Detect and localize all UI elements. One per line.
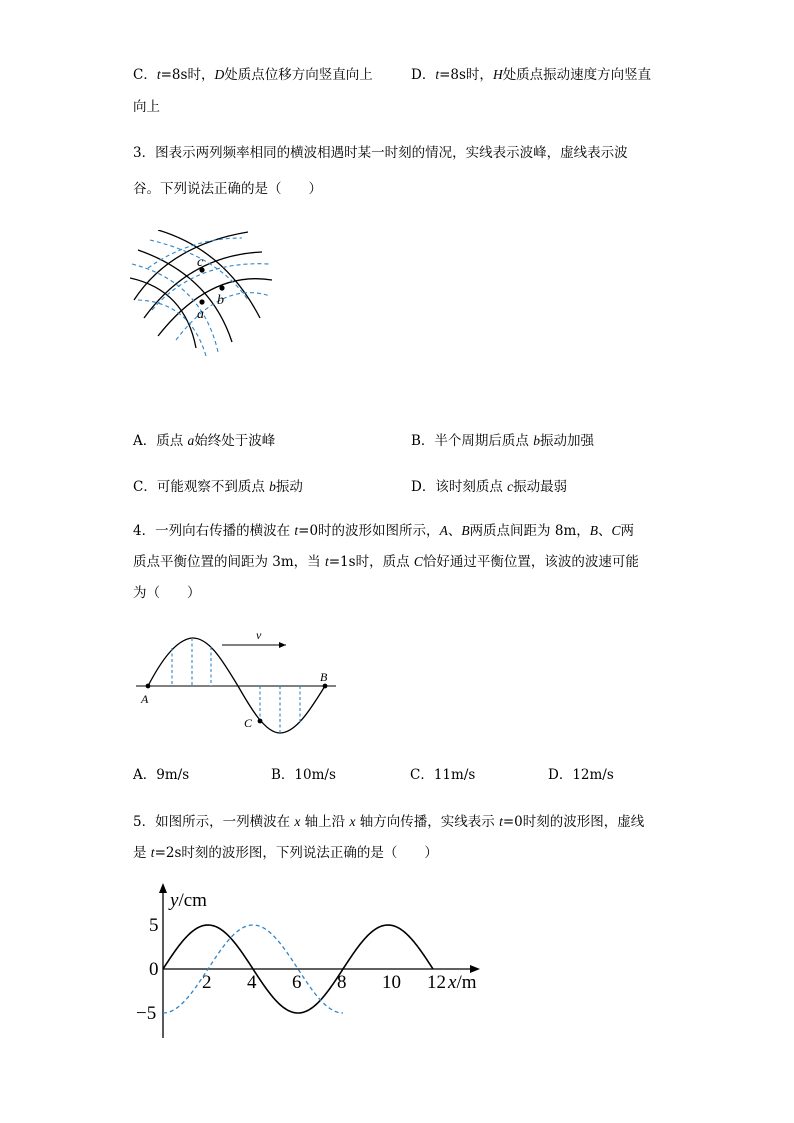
q3-option-a[interactable] (133, 432, 275, 450)
option-text: 10m/s (294, 767, 336, 783)
option-letter: D． (411, 67, 436, 83)
option-letter: C． (133, 479, 157, 495)
crest-arc (158, 230, 260, 318)
option-text: 9m/s (156, 767, 190, 783)
var-c: c (507, 479, 514, 494)
q3-option-b[interactable] (411, 432, 594, 450)
q4-option-c[interactable] (410, 766, 475, 784)
option-text: 振动加强 (539, 433, 594, 449)
q2-option-d[interactable] (411, 66, 651, 84)
q4-stem-line1 (133, 522, 634, 540)
var-t: t (294, 523, 299, 538)
label-A: A (141, 692, 149, 706)
q4-stem-line3: 为（ ） (133, 585, 201, 601)
text: =0时的波形如图所示， (298, 523, 440, 539)
label-C: C (244, 716, 253, 730)
label-a: a (197, 307, 204, 322)
x-axis-label (447, 972, 477, 993)
point-C-dot (258, 719, 263, 724)
option-text: 处质点振动速度方向竖直 (502, 67, 652, 83)
q4-wave-figure (130, 625, 345, 740)
option-text: 12m/s (572, 767, 614, 783)
var-t: t (499, 814, 503, 829)
option-text: 半个周期后质点 (434, 433, 534, 449)
x-tick-label: 12 (427, 972, 446, 993)
x-unit: /m (456, 972, 477, 993)
option-text: 该时刻质点 (435, 479, 508, 495)
q3-option-d[interactable] (411, 478, 567, 496)
option-letter: D． (411, 479, 436, 495)
option-text: 振动 (275, 479, 303, 495)
x-tick-label: 4 (247, 972, 257, 993)
y-var: y (170, 890, 179, 911)
x-var: x (448, 972, 457, 993)
y-axis-label (168, 890, 207, 911)
point-a-dot (199, 299, 204, 304)
option-text: =8s时， (439, 67, 493, 83)
text: =1s时，质点 (328, 554, 414, 570)
text: =0时刻的波形图，虚线 (502, 814, 645, 830)
var-t: t (435, 67, 440, 82)
q5-stem-line1 (133, 813, 644, 831)
q2-option-c[interactable] (133, 66, 373, 84)
var-a: a (187, 433, 195, 448)
q3-stem-line1: 3．图表示两列频率相同的横波相遇时某一时刻的情况，实线表示波峰，虚线表示波 (133, 145, 628, 161)
text: =2s时刻的波形图，下列说法正确的是（ ） (154, 845, 438, 861)
point-b-dot (219, 285, 224, 290)
label-v: v (256, 628, 262, 642)
y-tick-label: −5 (136, 1003, 157, 1024)
text: 恰好通过平衡位置，该波的波速可能 (422, 554, 639, 570)
option-letter: B． (271, 767, 295, 783)
option-text: 质点 (156, 433, 188, 449)
var-c: C (611, 523, 621, 538)
option-text: 11m/s (433, 767, 476, 783)
q3-stem-line2: 谷。下列说法正确的是（ ） (133, 181, 322, 197)
crest-arc (130, 278, 196, 348)
var-t: t (324, 554, 329, 569)
point-A-dot (146, 684, 151, 689)
q4-option-b[interactable] (271, 766, 336, 784)
var-x: x (349, 814, 356, 829)
q4-stem-line2 (133, 553, 639, 571)
trough-arc (148, 238, 242, 268)
label-B: B (320, 670, 328, 684)
option-text: 可能观察不到质点 (156, 479, 270, 495)
var-x: x (294, 814, 301, 829)
q3-interference-figure (130, 230, 280, 360)
text: 两质点间距为 8m， (469, 523, 590, 539)
trough-arc (132, 264, 218, 352)
var-t: t (150, 845, 155, 860)
option-letter: C． (133, 67, 157, 83)
var-a: A (439, 523, 448, 538)
option-text: 振动最弱 (513, 479, 568, 495)
q5-wave-chart (130, 880, 490, 1045)
x-tick-label: 6 (292, 972, 302, 993)
x-tick-label: 2 (202, 972, 212, 993)
text: 轴方向传播，实线表示 (355, 814, 500, 830)
y-tick-label: 5 (149, 915, 159, 936)
label-c: c (197, 255, 204, 270)
option-text: 始终处于波峰 (194, 433, 276, 449)
y-unit: /cm (178, 890, 207, 911)
var-t: t (156, 67, 161, 82)
x-tick-label: 8 (337, 972, 347, 993)
var-c: C (413, 554, 423, 569)
option-letter: C． (410, 767, 434, 783)
label-b: b (217, 293, 224, 308)
var-d: D (214, 67, 225, 82)
var-b: B (589, 523, 598, 538)
option-text: =8s时， (160, 67, 215, 83)
option-letter: B． (411, 433, 435, 449)
var-b: b (533, 433, 540, 448)
option-text: 处质点位移方向竖直向上 (224, 67, 373, 83)
text: 5．如图所示，一列横波在 (133, 814, 295, 830)
arrow-head-icon (279, 642, 286, 648)
option-letter: D． (548, 767, 573, 783)
text: 4．一列向右传播的横波在 (133, 523, 295, 539)
q2-option-d-continued: 向上 (133, 99, 160, 115)
q5-stem-line2 (133, 844, 438, 862)
y-axis-arrow-icon (159, 883, 167, 893)
x-tick-label: 10 (382, 972, 401, 993)
var-b: b (269, 479, 276, 494)
y-tick-label: 0 (149, 959, 159, 980)
var-h: H (492, 67, 503, 82)
text: 、 (598, 523, 612, 539)
q3-option-c[interactable] (133, 478, 303, 496)
option-letter: A． (133, 767, 157, 783)
q4-option-a[interactable] (133, 766, 189, 784)
text: 质点平衡位置的间距为 3m，当 (133, 554, 325, 570)
text: 、 (447, 523, 462, 539)
var-b: B (461, 523, 470, 538)
q4-option-d[interactable] (548, 766, 614, 784)
option-letter: A． (133, 433, 157, 449)
text: 是 (133, 845, 151, 861)
point-B-dot (323, 684, 328, 689)
text: 轴上沿 (300, 814, 350, 830)
text: 两 (620, 523, 635, 539)
